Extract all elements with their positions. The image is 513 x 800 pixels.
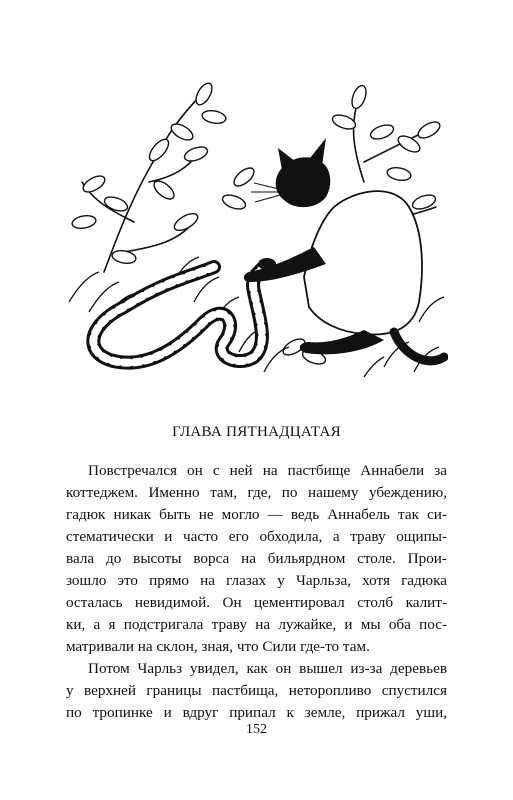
text-line: Повстречался он с ней на пастбище Аннабели за bbox=[88, 462, 447, 479]
shrub-stem bbox=[354, 97, 364, 182]
text-line: осталась невидимой. Он цементировал столб калит- bbox=[66, 594, 447, 611]
page-number: 152 bbox=[246, 722, 267, 737]
text-line: коттеджем. Именно там, где, по нашему убеждению, bbox=[66, 484, 447, 501]
chapter-title: ГЛАВА ПЯТНАДЦАТАЯ bbox=[172, 424, 341, 440]
text-line: по тропинке и вдруг припал к земле, прижал уши, bbox=[66, 704, 447, 721]
text-line: стематически и часто его обходила, а траву ощипы- bbox=[66, 528, 447, 545]
text-line: Потом Чарльз увидел, как он вышел из-за деревьев bbox=[88, 660, 447, 677]
illustration-cat-and-snake bbox=[64, 72, 448, 390]
cat-figure bbox=[244, 138, 444, 361]
text-line: матривали на склон, зная, что Сили где-то там. bbox=[66, 638, 370, 655]
text-line: гадюк никак быть не могло — ведь Аннабель так си- bbox=[66, 506, 447, 523]
text-line: ки, а я подстригала траву на лужайке, и мы оба пос- bbox=[66, 616, 447, 633]
body-text bbox=[66, 460, 447, 724]
text-line: у верхней границы пастбища, неторопливо спустился bbox=[66, 682, 447, 699]
text-line: вала до высоты ворса на бильярдном столе. Прои- bbox=[66, 550, 447, 567]
text-line: зошло это прямо на глазах у Чарльза, хотя гадюка bbox=[66, 572, 447, 589]
ink-drawing bbox=[64, 72, 448, 390]
